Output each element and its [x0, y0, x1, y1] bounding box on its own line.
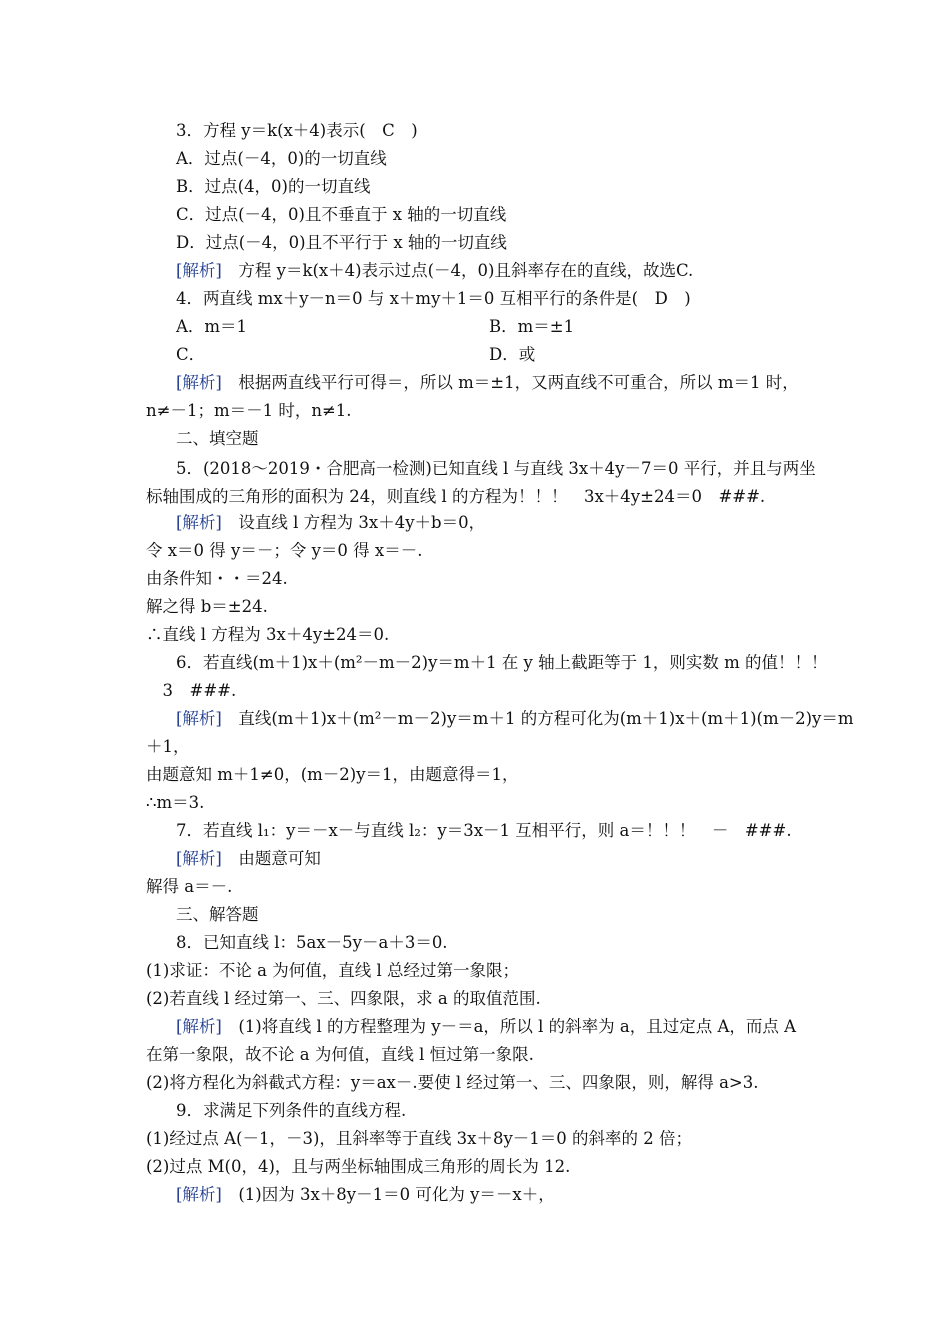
q4-options-row2: C． — [176, 345, 206, 364]
q6-analysis: [解析] 直线(m＋1)x＋(m²－m－2)y＝m＋1 的方程可化为(m＋1)x＋(m＋1)(m－2)y＝m — [176, 709, 854, 728]
q5-analysis: [解析] 设直线 l 方程为 3x＋4y＋b＝0， — [176, 513, 486, 532]
q4-option-d: D．或 — [489, 345, 536, 364]
q6-analysis-line: ＋1， — [146, 737, 190, 756]
q4-option-b: B．m＝±1 — [489, 317, 575, 336]
q9-analysis: [解析] (1)因为 3x＋8y－1＝0 可化为 y＝－x＋， — [176, 1185, 555, 1204]
q5-analysis-line: 令 x＝0 得 y＝－；令 y＝0 得 x＝－. — [146, 541, 423, 560]
q8-part2: (2)若直线 l 经过第一、三、四象限，求 a 的取值范围. — [146, 989, 541, 1008]
q7-analysis-line: 解得 a＝－. — [146, 877, 233, 896]
section-heading-solve: 三、解答题 — [176, 905, 259, 924]
q3-stem: 3．方程 y＝k(x＋4)表示( C ) — [176, 121, 418, 140]
q3-analysis: [解析] 方程 y＝k(x＋4)表示过点(－4，0)且斜率存在的直线，故选C. — [176, 261, 694, 280]
q8-analysis: [解析] (1)将直线 l 的方程整理为 y－＝a，所以 l 的斜率为 a，且过定点 A，而点 A — [176, 1017, 797, 1036]
analysis-tag: [解析] — [176, 1017, 222, 1036]
q6-stem: 6．若直线(m＋1)x＋(m²－m－2)y＝m＋1 在 y 轴上截距等于 1，则实数 m 的值！！！ — [176, 653, 828, 672]
q3-option-d: D．过点(－4，0)且不平行于 x 轴的一切直线 — [176, 233, 507, 252]
q6-stem-cont: 3 ###. — [146, 681, 237, 700]
q9-part2: (2)过点 M(0，4)，且与两坐标轴围成三角形的周长为 12. — [146, 1157, 571, 1176]
q5-analysis-line: 解之得 b＝±24. — [146, 597, 268, 616]
q5-stem: 5．(2018～2019・合肥高一检测)已知直线 l 与直线 3x＋4y－7＝0 平行，并且与两坐 — [176, 459, 816, 478]
q9-part1: (1)经过点 A(－1，－3)，且斜率等于直线 3x＋8y－1＝0 的斜率的 2 倍； — [146, 1129, 692, 1148]
q7-analysis: [解析] 由题意可知 — [176, 849, 321, 868]
q4-analysis-cont: n≠－1；m＝－1 时，n≠1. — [146, 401, 352, 420]
q3-option-c: C．过点(－4，0)且不垂直于 x 轴的一切直线 — [176, 205, 507, 224]
q8-analysis-line: (2)将方程化为斜截式方程：y＝ax－.要使 l 经过第一、三、四象限，则，解得 a>3. — [146, 1073, 759, 1092]
q8-stem: 8．已知直线 l：5ax－5y－a＋3＝0. — [176, 933, 448, 952]
q6-analysis-line: 由题意知 m＋1≠0，(m－2)y＝1，由题意得＝1， — [146, 765, 519, 784]
q5-analysis-line: ∴直线 l 方程为 3x＋4y±24＝0. — [146, 625, 390, 644]
analysis-tag: [解析] — [176, 373, 222, 392]
q4-options-row1: A．m＝1 — [176, 317, 248, 336]
analysis-tag: [解析] — [176, 1185, 222, 1204]
q3-option-a: A．过点(－4，0)的一切直线 — [176, 149, 387, 168]
q5-analysis-line: 由条件知・・＝24. — [146, 569, 288, 588]
analysis-tag: [解析] — [176, 849, 222, 868]
analysis-tag: [解析] — [176, 513, 222, 532]
q6-analysis-line: ∴m＝3. — [146, 793, 205, 812]
q5-stem-cont: 标轴围成的三角形的面积为 24，则直线 l 的方程为！！！ 3x＋4y±24＝0 ###. — [146, 487, 766, 506]
q7-stem: 7．若直线 l₁：y＝－x－与直线 l₂：y＝3x－1 互相平行，则 a＝！！！ － ###. — [176, 821, 792, 840]
q3-option-b: B．过点(4，0)的一切直线 — [176, 177, 371, 196]
section-heading-fill: 二、填空题 — [176, 429, 259, 448]
q9-stem: 9．求满足下列条件的直线方程. — [176, 1101, 407, 1120]
q4-analysis: [解析] 根据两直线平行可得＝，所以 m＝±1，又两直线不可重合，所以 m＝1 时， — [176, 373, 799, 392]
analysis-tag: [解析] — [176, 709, 222, 728]
q4-stem: 4．两直线 mx＋y－n＝0 与 x＋my＋1＝0 互相平行的条件是( D ) — [176, 289, 691, 308]
q8-analysis-line: 在第一象限，故不论 a 为何值，直线 l 恒过第一象限. — [146, 1045, 534, 1064]
q8-part1: (1)求证：不论 a 为何值，直线 l 总经过第一象限； — [146, 961, 519, 980]
analysis-tag: [解析] — [176, 261, 222, 280]
